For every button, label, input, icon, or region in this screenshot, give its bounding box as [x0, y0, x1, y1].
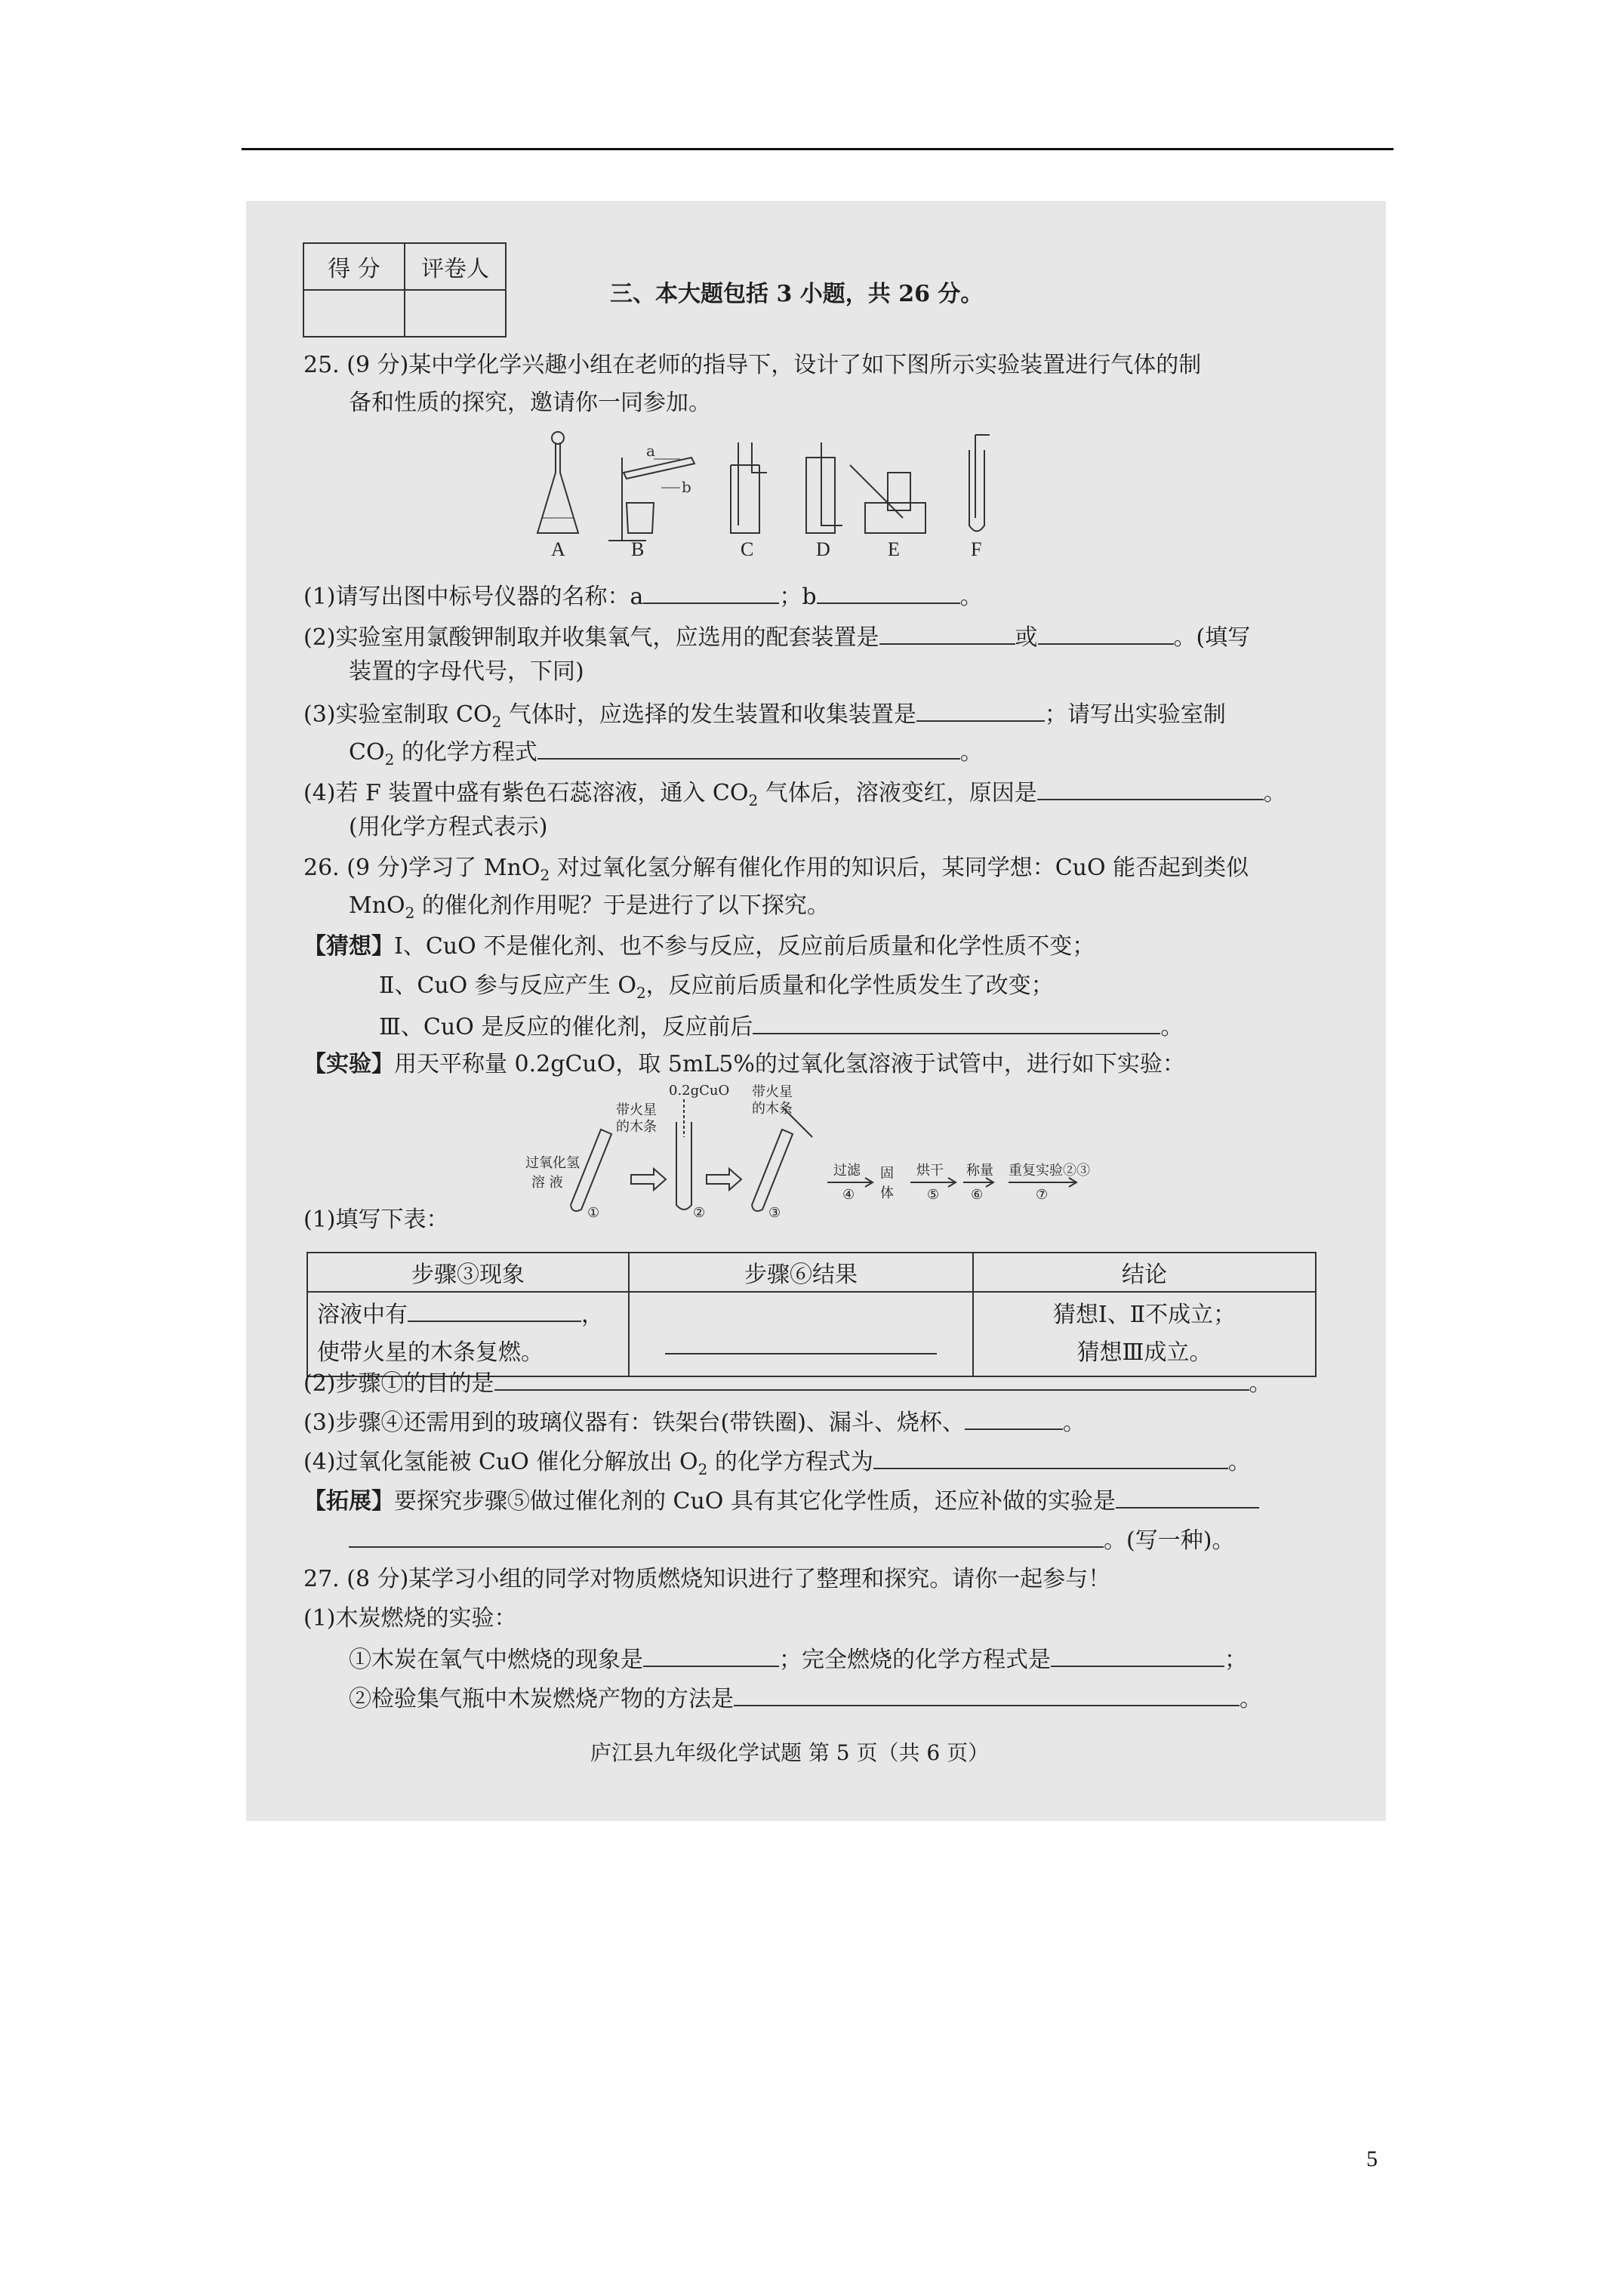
diag-spark-b1: 的木条 [616, 1119, 657, 1135]
q27-line1: 27. (8 分)某学习小组的同学对物质燃烧知识进行了整理和探究。请你一起参与！ [303, 1566, 1111, 1592]
q26-guess2: Ⅱ、CuO 参与反应产生 $O_2$，反应前后质量和化学性质发生了改变； [379, 972, 1054, 1002]
exam-footer: 庐江县九年级化学试题 第 5 页（共 6 页） [590, 1740, 990, 1765]
diag-dry: 烘干 [916, 1163, 944, 1179]
table-cell-result [629, 1292, 973, 1376]
q25-line2: 备和性质的探究，邀请你一同参加。 [349, 390, 711, 416]
score-label: 得 分 [303, 243, 405, 290]
diag-step-5: ⑤ [927, 1187, 940, 1203]
q27-s2: ②检验集气瓶中木炭燃烧产物的方法是 。 [349, 1682, 1262, 1715]
q26-p2: (2)步骤①的目的是 。 [303, 1367, 1272, 1399]
diag-solid-1: 固 [880, 1166, 894, 1182]
diag-step-7: ⑦ [1036, 1187, 1049, 1203]
q26-experiment: 【实验】用天平称量 0.2gCuO，取 5mL5%的过氧化氢溶液于试管中，进行如下实验： [303, 1051, 1185, 1077]
table-cell-phenomenon: 溶液中有 ， 使带火星的木条复燃。 [307, 1292, 629, 1376]
diag-spark-a2: 带火星 [752, 1084, 793, 1100]
q25-p3: (3)实验室制取 $CO_2$ 气体时，应选择的发生装置和收集装置是 ；请写出实验室制 [303, 698, 1226, 737]
score-cell [303, 290, 405, 337]
reviewer-label: 评卷人 [405, 243, 506, 290]
q25-p4: (4)若 F 装置中盛有紫色石蕊溶液，通入 $CO_2$ 气体后，溶液变红，原因是 。 [303, 776, 1286, 815]
score-table [303, 242, 507, 337]
q25-p3-line2: $CO_2$ 的化学方程式 。 [349, 735, 983, 775]
diag-weigh: 称量 [966, 1163, 993, 1179]
q25-p1: (1)请写出图中标号仪器的名称：a ；b 。 [303, 580, 983, 612]
table-header-phenomenon: 步骤③现象 [307, 1253, 629, 1292]
diag-cuo: 0.2gCuO [669, 1084, 730, 1099]
label-E: E [888, 538, 900, 556]
q26-fill-table: (1)填写下表： [303, 1207, 449, 1233]
q26-p3: (3)步骤④还需用到的玻璃仪器有：铁架台(带铁圈)、漏斗、烧杯、 。 [303, 1406, 1086, 1438]
q26-p4: (4)过氧化氢能被 CuO 催化分解放出 $O_2$ 的化学方程式为 。 [303, 1445, 1251, 1484]
q26-guess3: Ⅲ、CuO 是反应的催化剂，反应前后 。 [379, 1010, 1183, 1043]
q25-p4-line2: (用化学方程式表示) [349, 814, 548, 840]
result-table [306, 1252, 1317, 1377]
q26-extension: 【拓展】要探究步骤⑤做过催化剂的 CuO 具有其它化学性质，还应补做的实验是 [303, 1484, 1259, 1517]
q25-p2-line2: 装置的字母代号，下同) [349, 658, 584, 685]
diag-spark-b2: 的木条 [752, 1101, 793, 1117]
diag-step-6: ⑥ [971, 1187, 984, 1203]
label-b: b [682, 478, 691, 496]
diag-solid-2: 体 [880, 1185, 894, 1201]
diag-h2o2-1: 过氧化氢 [525, 1155, 580, 1171]
label-F: F [971, 538, 982, 556]
diag-repeat: 重复实验②③ [1009, 1163, 1090, 1179]
table-header-result: 步骤⑥结果 [629, 1253, 973, 1292]
reviewer-cell [405, 290, 506, 337]
diag-spark-a1: 带火星 [616, 1102, 657, 1118]
experiment-diagram [525, 1084, 1099, 1220]
header-rule [242, 148, 1394, 150]
q27-s1: ①木炭在氧气中燃烧的现象是 ；完全燃烧的化学方程式是 ； [349, 1643, 1247, 1675]
table-cell-conclusion: 猜想Ⅰ、Ⅱ不成立； 猜想Ⅲ成立。 [973, 1292, 1316, 1376]
apparatus-diagram [533, 427, 1031, 556]
q27-p1: (1)木炭燃烧的实验： [303, 1605, 517, 1632]
q26-line1: 26. (9 分)学习了 MnO$_2$ 对过氧化氢分解有催化作用的知识后，某同学想：CuO 能否起到类似 [303, 855, 1249, 884]
q25-line1: 25. (9 分)某中学化学兴趣小组在老师的指导下，设计了如下图所示实验装置进行气体的制 [303, 352, 1202, 378]
table-header-conclusion: 结论 [973, 1253, 1316, 1292]
section-title: 三、本大题包括 3 小题，共 26 分。 [610, 281, 984, 307]
diag-step-3: ③ [768, 1205, 781, 1220]
label-D: D [816, 538, 830, 556]
diag-step-4: ④ [842, 1187, 855, 1203]
label-C: C [741, 538, 754, 556]
scanned-exam-page [246, 201, 1386, 1821]
page-number: 5 [1366, 2147, 1378, 2171]
diag-filter: 过滤 [833, 1163, 861, 1179]
label-B: B [631, 538, 645, 556]
q26-extension-line2: 。(写一种)。 [349, 1524, 1234, 1556]
diag-h2o2-2: 溶 液 [531, 1175, 563, 1191]
q26-line2: MnO$_2$ 的催化剂作用呢？于是进行了以下探究。 [349, 892, 830, 922]
diag-step-2: ② [693, 1205, 706, 1220]
diag-step-1: ① [587, 1205, 600, 1220]
q25-p2: (2)实验室用氯酸钾制取并收集氧气，应选用的配套装置是 或 。(填写 [303, 621, 1250, 653]
label-a: a [646, 442, 655, 460]
q26-guess1: 【猜想】Ⅰ、CuO 不是催化剂、也不参与反应，反应前后质量和化学性质不变； [303, 933, 1095, 960]
label-A: A [551, 538, 565, 556]
